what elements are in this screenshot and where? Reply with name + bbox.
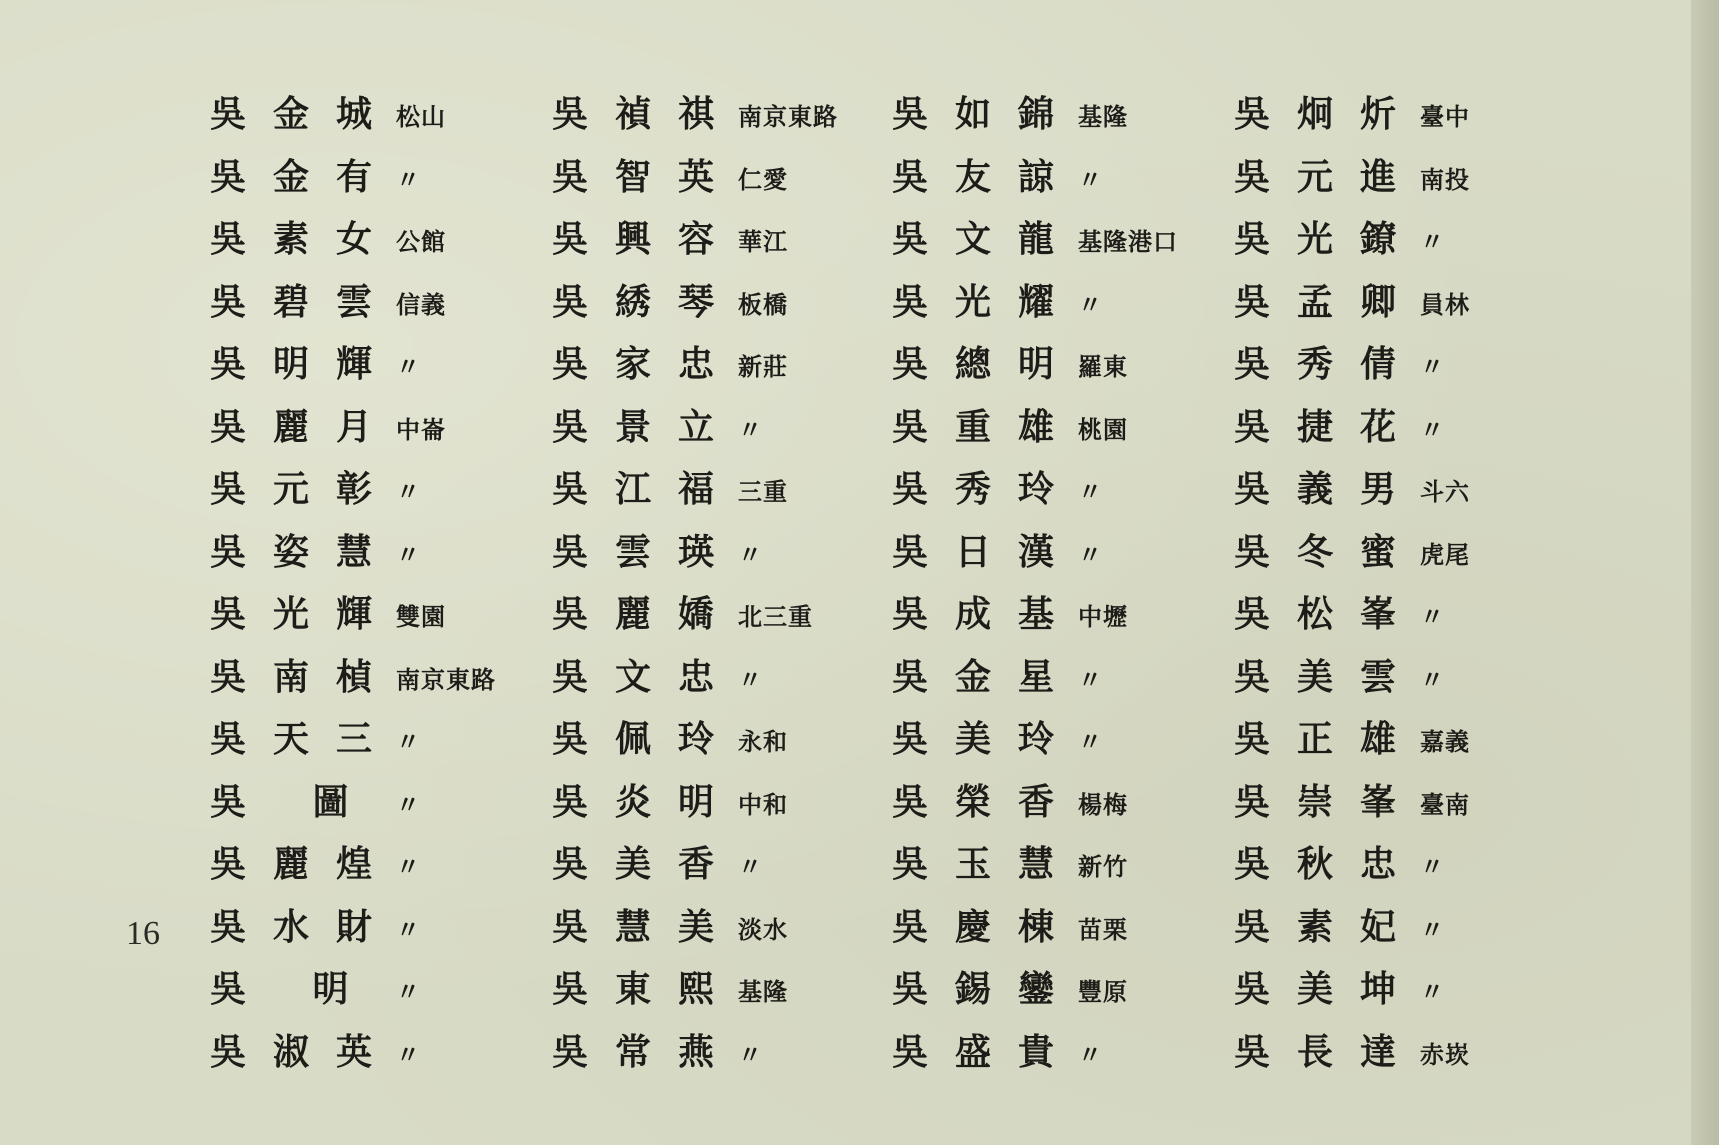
place-name: 〃 xyxy=(1078,289,1103,319)
place-name: 新竹 xyxy=(1078,852,1128,881)
place-name: 桃園 xyxy=(1078,414,1128,444)
list-item xyxy=(892,967,1232,1030)
person-name: 吳捷花 xyxy=(1234,405,1424,448)
list-item xyxy=(210,592,550,655)
place-name: 〃 xyxy=(738,852,763,881)
list-item xyxy=(1234,342,1574,405)
place-name: 公館 xyxy=(396,227,446,256)
place-name: 淡水 xyxy=(738,914,788,944)
list-item xyxy=(892,842,1232,905)
list-item xyxy=(1234,1030,1574,1093)
person-name: 吳景立 xyxy=(552,405,742,448)
person-name: 吳常燕 xyxy=(552,1030,742,1073)
person-name: 吳光耀 xyxy=(892,280,1082,323)
place-name: 南投 xyxy=(1420,164,1470,194)
place-name: 虎尾 xyxy=(1420,539,1470,569)
person-name: 吳家忠 xyxy=(552,343,742,385)
page-edge xyxy=(1691,0,1719,1145)
list-item xyxy=(552,155,892,218)
person-name: 吳正雄 xyxy=(1234,718,1424,760)
place-name: 〃 xyxy=(396,789,421,819)
person-name: 吳智英 xyxy=(552,155,742,198)
person-name: 吳綉琴 xyxy=(552,280,742,323)
person-name: 吳南楨 xyxy=(210,655,400,698)
list-item xyxy=(892,280,1232,343)
person-name: 吳碧雲 xyxy=(210,280,400,323)
place-name: 〃 xyxy=(1420,852,1445,881)
list-item xyxy=(552,842,892,905)
person-name: 吳姿慧 xyxy=(210,530,400,573)
list-item xyxy=(210,967,550,1030)
place-name: 〃 xyxy=(1420,977,1445,1006)
list-item xyxy=(210,1030,550,1093)
person-name: 吳天三 xyxy=(210,718,400,760)
place-name: 赤崁 xyxy=(1420,1039,1470,1069)
place-name: 〃 xyxy=(1420,664,1445,694)
place-name: 基隆 xyxy=(1078,102,1128,131)
person-name: 吳秋忠 xyxy=(1234,843,1424,885)
person-name: 吳元進 xyxy=(1234,155,1424,198)
list-item xyxy=(552,780,892,843)
list-item xyxy=(210,780,550,843)
place-name: 斗六 xyxy=(1420,477,1470,506)
place-name: 南京東路 xyxy=(738,102,838,131)
person-name: 吳成基 xyxy=(892,593,1082,635)
name-column-3 xyxy=(892,92,1232,1092)
list-item xyxy=(1234,405,1574,468)
person-name: 吳 明 xyxy=(210,968,376,1010)
person-name: 吳盛貴 xyxy=(892,1030,1082,1073)
list-item xyxy=(552,92,892,155)
person-name: 吳淑英 xyxy=(210,1030,400,1073)
person-name: 吳佩玲 xyxy=(552,718,742,760)
place-name: 〃 xyxy=(396,164,421,194)
place-name: 〃 xyxy=(738,539,763,569)
place-name: 雙園 xyxy=(396,602,446,631)
list-item xyxy=(210,92,550,155)
place-name: 豐原 xyxy=(1078,977,1128,1006)
place-name: 〃 xyxy=(396,352,421,381)
list-item xyxy=(892,155,1232,218)
person-name: 吳元彰 xyxy=(210,468,400,510)
list-item xyxy=(210,405,550,468)
place-name: 基隆港口 xyxy=(1078,227,1178,256)
list-item xyxy=(1234,92,1574,155)
place-name: 基隆 xyxy=(738,977,788,1006)
person-name: 吳光鐐 xyxy=(1234,218,1424,260)
place-name: 〃 xyxy=(1078,727,1103,756)
place-name: 〃 xyxy=(396,852,421,881)
place-name: 華江 xyxy=(738,227,788,256)
list-item xyxy=(1234,530,1574,593)
person-name: 吳錫鑾 xyxy=(892,968,1082,1010)
list-item xyxy=(210,842,550,905)
person-name: 吳慶棟 xyxy=(892,905,1082,948)
list-item xyxy=(552,217,892,280)
place-name: 〃 xyxy=(396,727,421,756)
person-name: 吳總明 xyxy=(892,343,1082,385)
place-name: 三重 xyxy=(738,477,788,506)
place-name: 〃 xyxy=(1420,914,1445,944)
person-name: 吳重雄 xyxy=(892,405,1082,448)
person-name: 吳明輝 xyxy=(210,343,400,385)
person-name: 吳文龍 xyxy=(892,218,1082,260)
list-item xyxy=(1234,217,1574,280)
person-name: 吳江福 xyxy=(552,468,742,510)
list-item xyxy=(552,467,892,530)
list-item xyxy=(892,467,1232,530)
person-name: 吳東熙 xyxy=(552,968,742,1010)
person-name: 吳禎祺 xyxy=(552,93,742,135)
list-item xyxy=(892,1030,1232,1093)
place-name: 〃 xyxy=(1078,1039,1103,1069)
place-name: 〃 xyxy=(1420,227,1445,256)
list-item xyxy=(210,155,550,218)
list-item xyxy=(552,530,892,593)
person-name: 吳光輝 xyxy=(210,593,400,635)
place-name: 臺中 xyxy=(1420,102,1470,131)
person-name: 吳美雲 xyxy=(1234,655,1424,698)
place-name: 羅東 xyxy=(1078,352,1128,381)
place-name: 〃 xyxy=(396,477,421,506)
person-name: 吳日漢 xyxy=(892,530,1082,573)
list-item xyxy=(1234,280,1574,343)
place-name: 〃 xyxy=(396,914,421,944)
list-item xyxy=(210,717,550,780)
name-column-1 xyxy=(210,92,550,1092)
place-name: 嘉義 xyxy=(1420,727,1470,756)
place-name: 臺南 xyxy=(1420,789,1470,819)
person-name: 吳炎明 xyxy=(552,780,742,823)
list-item xyxy=(1234,717,1574,780)
person-name: 吳美香 xyxy=(552,843,742,885)
person-name: 吳素女 xyxy=(210,218,400,260)
place-name: 仁愛 xyxy=(738,164,788,194)
person-name: 吳雲瑛 xyxy=(552,530,742,573)
place-name: 〃 xyxy=(396,539,421,569)
person-name: 吳興容 xyxy=(552,218,742,260)
list-item xyxy=(892,780,1232,843)
person-name: 吳榮香 xyxy=(892,780,1082,823)
place-name: 信義 xyxy=(396,289,446,319)
person-name: 吳如錦 xyxy=(892,93,1082,135)
list-item xyxy=(552,342,892,405)
person-name: 吳麗煌 xyxy=(210,843,400,885)
list-item xyxy=(552,280,892,343)
list-item xyxy=(1234,842,1574,905)
person-name: 吳玉慧 xyxy=(892,843,1082,885)
person-name: 吳友諒 xyxy=(892,155,1082,198)
person-name: 吳素妃 xyxy=(1234,905,1424,948)
person-name: 吳秀倩 xyxy=(1234,343,1424,385)
place-name: 永和 xyxy=(738,727,788,756)
list-item xyxy=(1234,905,1574,968)
name-column-2 xyxy=(552,92,892,1092)
list-item xyxy=(210,530,550,593)
list-item xyxy=(210,342,550,405)
place-name: 中壢 xyxy=(1078,602,1128,631)
place-name: 〃 xyxy=(738,414,763,444)
list-item xyxy=(552,592,892,655)
place-name: 〃 xyxy=(396,977,421,1006)
list-item xyxy=(892,717,1232,780)
place-name: 員林 xyxy=(1420,289,1470,319)
person-name: 吳冬蜜 xyxy=(1234,530,1424,573)
person-name: 吳義男 xyxy=(1234,468,1424,510)
person-name: 吳長達 xyxy=(1234,1030,1424,1073)
place-name: 〃 xyxy=(1420,352,1445,381)
place-name: 新莊 xyxy=(738,352,788,381)
list-item xyxy=(552,905,892,968)
list-item xyxy=(1234,967,1574,1030)
place-name: 〃 xyxy=(1078,664,1103,694)
place-name: 〃 xyxy=(1078,477,1103,506)
list-item xyxy=(552,405,892,468)
place-name: 板橋 xyxy=(738,289,788,319)
list-item xyxy=(892,592,1232,655)
person-name: 吳秀玲 xyxy=(892,468,1082,510)
person-name: 吳慧美 xyxy=(552,905,742,948)
place-name: 苗栗 xyxy=(1078,914,1128,944)
list-item xyxy=(892,905,1232,968)
place-name: 南京東路 xyxy=(396,664,496,694)
list-item xyxy=(552,967,892,1030)
person-name: 吳金有 xyxy=(210,155,400,198)
list-item xyxy=(210,467,550,530)
list-item xyxy=(892,92,1232,155)
person-name: 吳麗嬌 xyxy=(552,593,742,635)
person-name: 吳 圖 xyxy=(210,780,376,823)
person-name: 吳松峯 xyxy=(1234,593,1424,635)
person-name: 吳水財 xyxy=(210,905,400,948)
list-item xyxy=(210,655,550,718)
list-item xyxy=(552,1030,892,1093)
list-item xyxy=(552,655,892,718)
place-name: 楊梅 xyxy=(1078,789,1128,819)
person-name: 吳孟卿 xyxy=(1234,280,1424,323)
place-name: 中崙 xyxy=(396,414,446,444)
list-item xyxy=(210,217,550,280)
list-item xyxy=(1234,780,1574,843)
person-name: 吳美坤 xyxy=(1234,968,1424,1010)
list-item xyxy=(892,217,1232,280)
list-item xyxy=(552,717,892,780)
list-item xyxy=(1234,467,1574,530)
place-name: 松山 xyxy=(396,102,446,131)
place-name: 北三重 xyxy=(738,602,813,631)
list-item xyxy=(210,280,550,343)
place-name: 〃 xyxy=(738,1039,763,1069)
list-item xyxy=(1234,155,1574,218)
place-name: 〃 xyxy=(1420,602,1445,631)
person-name: 吳金星 xyxy=(892,655,1082,698)
person-name: 吳美玲 xyxy=(892,718,1082,760)
name-column-4 xyxy=(1234,92,1574,1092)
place-name: 〃 xyxy=(396,1039,421,1069)
list-item xyxy=(1234,655,1574,718)
place-name: 中和 xyxy=(738,789,788,819)
place-name: 〃 xyxy=(1078,539,1103,569)
list-item xyxy=(892,530,1232,593)
place-name: 〃 xyxy=(738,664,763,694)
person-name: 吳麗月 xyxy=(210,405,400,448)
place-name: 〃 xyxy=(1078,164,1103,194)
list-item xyxy=(210,905,550,968)
list-item xyxy=(1234,592,1574,655)
person-name: 吳崇峯 xyxy=(1234,780,1424,823)
person-name: 吳文忠 xyxy=(552,655,742,698)
person-name: 吳炯炘 xyxy=(1234,93,1424,135)
place-name: 〃 xyxy=(1420,414,1445,444)
page-number: 16 xyxy=(126,915,160,952)
list-item xyxy=(892,655,1232,718)
person-name: 吳金城 xyxy=(210,93,400,135)
list-item xyxy=(892,405,1232,468)
list-item xyxy=(892,342,1232,405)
